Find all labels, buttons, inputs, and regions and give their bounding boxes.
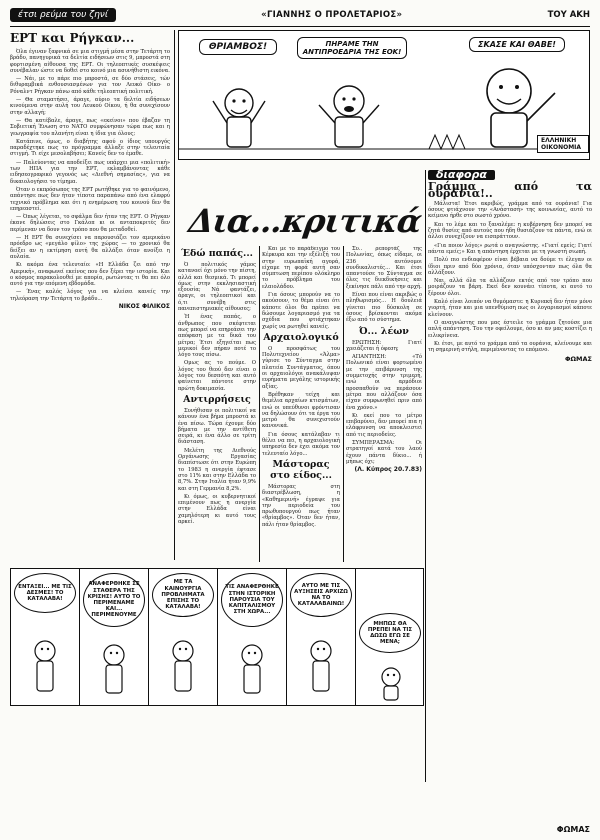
left-article (10, 30, 170, 558)
left-article-signature: ΝΙΚΟΣ ΦΙΛΙΚΟΣ (118, 302, 170, 310)
comic-panel (218, 569, 287, 705)
paragraph: ΣΥΜΠΕΡΑΣΜΑ: Οι στρατηγοί κατά του λαού έχουν πάντα δίκιο... ή μήπως όχι; (346, 440, 422, 465)
paragraph: Συνήθισαν οι πολιτικοί να κάνουν ένα βήμα μπροστά κι ένα πίσω. Τώρα έχουμε δύο βήματα με την αντίθετη σειρά, κι ένα άλλο σε τρίτη διάσταση. (178, 407, 256, 446)
paragraph: Πολύ πιο ενδιαφέρον είναι βέβαια να δούμε τι έλεγαν οι ίδιοι πριν από δύο χρόνια, όταν υπόσχονταν πως όλα θα αλλάξουν. (428, 257, 592, 276)
paragraph: Κι ακόμα ένα τελευταίο: «Η Ελλάδα ζει από την Αμερική», αναφωνεί εκείνος που δεν ξέρει την ιστορία. Και ο κόσμος παρακολουθεί με απορία, ρωτώντας τι θα πει όλο αυτό για την επόμενη εβδομάδα. (10, 262, 170, 288)
paragraph: Ομως ας το πούμε. Ο λόγος του θεού δεν είναι ο λόγος του δεσπότη και αυτό φαίνεται πάντοτε στην πρώτη δοκιμασία. (178, 360, 256, 392)
column-a (178, 246, 256, 562)
paragraph: Για όσους μπορούν να το ακούσουν, το θέμα είναι ότι κάποτε όλοι θα πρέπει να δώσουμε λογαριασμό για τα σχέδια που φτιάχτηκαν χωρίς να ρωτηθεί κανείς. (262, 292, 340, 330)
paragraph: Κι έτσι, με αυτό το γράμμα από τα ουράνια, κλείνουμε και τη σημερινή στήλη, περιμένοντας το επόμενο. (428, 340, 592, 354)
column-divider (174, 30, 175, 560)
top-cartoon (178, 30, 590, 160)
article-title: Αρχαιολογικό (263, 331, 339, 343)
paragraph: ΕΡΩΤΗΣΗ: Γιατί χρειάζεται ή όφεση; (346, 339, 422, 352)
comic-panel (149, 569, 218, 705)
paragraph: Μάλιστα! Έτσι ακριβώς, γράμμα από τα ουράνια! Για όσους φτιάχνουν την «Ανάστασή» της κοινωνίας, αυτό το κείμενο ήρθε στο σωστό χρόνο. (428, 200, 592, 220)
paragraph: Μάστορας στη διαστρέβλωση, η «Καθημερινή» έγραψε για την περιοδεία του πρωθυπουργού πως ήταν «θρίαμβος». Όταν δεν ήταν, πάλι ήταν θρίαμβος. (262, 483, 340, 528)
cartoon-bubble: ΣΚΑΣΕ ΚΑΙ ΘΑΒΕ! (469, 37, 565, 52)
paragraph: Για όσους κατάλαβαν τι θέλει να πει, η αρχαιολογική υπηρεσία δεν έχει ακόμα τον τελευταίο λόγο... (262, 431, 340, 457)
paragraph: — Ένας καλός λόγος για να κλείσει κανείς την τηλεόραση την Τετάρτη το βράδυ... (10, 289, 170, 302)
left-article-title: ΕΡΤ και Ρήγκαν... (10, 31, 135, 45)
right-column-title: Γράμμα από τα ουράνια!.. (428, 180, 592, 200)
cartoon-bubble: ΘΡΙΑΜΒΟΣ! (199, 39, 277, 55)
column-divider (259, 246, 260, 562)
cartoon-sign: ΕΛΛΗΝΙΚΗ ΟΙΚΟΝΟΜΙΑ (537, 135, 589, 153)
comic-panel (287, 569, 356, 705)
article-title: Αντιρρήσεις (183, 393, 251, 405)
speech-bubble: ΜΕ ΤΑ ΚΑΙΝΟΥΡΓΙΑ ΠΡΟΒΛΗΜΑΤΑ ΕΠΙΣΗΣ ΤΟ ΚΑΤΑΛΑΒΑ! (152, 573, 214, 617)
paragraph: — Θα σταματήσει, άραγε, αύριο τα δελτία ειδήσεων κινούμενα στην αυλή του Λευκού Οίκου, ή θα συνεχίσουν στην αλλαγή; (10, 97, 170, 116)
paragraph: Συ.. ρεπορτάζ της Πολωνίας, όπως είδαμε, οι 236 αυτόνομοι συνδικαλιστές... Και έτσι απαντούσε το Σύνταγμα σε όλες τις διεκδικήσεις και ξεκίνησε πάλι από την αρχή. (346, 246, 422, 290)
comic-panel (356, 569, 424, 705)
paragraph: Ναι, αλλά όλα τα αλλάζουν εκτός από τον τρόπο που μοιράζουν τα βάρη. Εκεί δεν κουνάει τίποτα, κι αυτό το ξέρουν όλοι. (428, 278, 592, 297)
paragraph: Ο προσφάτως του Πολυτεχνείου «Άλμα» γύρισε το Σύνταγμα στην πλατεία Συντάγματος, όπου οι αρχαιολόγοι ανακάλυψαν ευρήματα μεγάλης ιστορικής αξίας. (262, 345, 340, 390)
comic-panel (11, 569, 80, 705)
column-b (262, 246, 340, 562)
paragraph: — Η ΕΡΤ θα συνεχίσει να παρουσιάζει τον αμερικάνο πρόεδρο ως «μεγάλο φίλο» της χώρας — το χρονικό θα δείξει αν η εκτίμηση αυτή θα αλλάξει όταν ανοίξει η αυλαία. (10, 235, 170, 260)
paragraph: Κι εκεί που το μέτρο επιβαρύνει, δεν μπορεί πια η ελάφρυνση να αποκλειστεί από τις περιοδείες. (346, 412, 422, 438)
column-divider (425, 170, 426, 782)
paragraph: «Για ποιον λόγο;» ρωτά ο αναγνώστης. «Γιατί εμείς; Γιατί πάντα εμείς;» Και η απάντηση έρχεται με τη γνωστή σιωπή. (428, 242, 592, 255)
speech-bubble: ΑΥΤΟ ΜΕ ΤΙΣ ΑΥΞΗΣΕΙΣ ΑΡΧΙΖΩ ΝΑ ΤΟ ΚΑΤΑΛΑΒΑΙΝΩ! (290, 573, 352, 617)
paragraph: Ό πολιτικός γάμος κατανοεί όχι μόνο την πίστη, αλλά και θεσμικά. Τι μπορεί όμως στην εκκλησιαστική εξουσία; Νά φαντάζει, άραγε, οι τηλεοπτικοί και ό,τι συνέβη στις πανεπιστημιακές αίθουσες; (178, 262, 256, 313)
article-title: Ό... λέων (359, 325, 409, 337)
paragraph: Ή ένας παπάς, ο άνθρωπος που σκέφτεται πως μπορεί να επηρεάσει την απόφαση με τα δικά του μέτρα; Έτσι εξηγείται πως μερικοί δεν πήραν ποτέ το λόγο τους πίσω. (178, 314, 256, 359)
paragraph: Όλα έγιναν ξαφνικά σε μια στιγμή μέσα στην Τετάρτη το βράδυ, πανηγυρικά τα δελτία ειδήσεων στις 9, μπροστά στη φορτισμένη αίθουσα της ΕΡΤ. Οι τηλεοπτικές συσκέψεις συνέβαλαν ώστε να δοθεί στο κοινό μια ασυνήθιστη εικόνα. (10, 49, 170, 74)
speech-bubble: ΜΗΠΩΣ ΘΑ ΠΡΕΠΕΙ ΝΑ ΤΙΣ ΔΩΣΩ ΕΓΩ ΣΕ ΜΕΝΑ; (359, 613, 421, 653)
paragraph: Είναι που είναι ακριβώς ο πληθωρισμός... Η δουλειά γίνεται πιο δύσκολη σε όσους βρίσκονται ακόμα έξω από το σύστημα. (346, 292, 422, 324)
paragraph: — Παλεύοντας να αποδείξει πως υπάρχει μια «πολιτική» των ΗΠΑ για την ΕΡΤ, εκλαμβάνοντας κάθε ειδησεογραφικό γεγονός ως «Διεθνή σημασίας», για να δικαιολογήσει το τίμημα. (10, 159, 170, 185)
right-column-tag: διαφορα (428, 170, 495, 180)
article-title: Έδώ παπάς... (181, 248, 253, 259)
paragraph: ΑΠΑΝΤΗΣΗ: «Τό Πολωνικό είναι φορτωμένο με την επιβάρυνση της συμμετοχής στην τριμερή, ενώ οι αρμόδιοι προσπαθούν να περάσουν μέτρα που αλλάζουν όσα είχαν συμφωνηθεί πριν από ένα χρόνο.» (346, 354, 422, 411)
speech-bubble: ΑΝΑΦΕΡΘΗΚΕ ΣΕ ΣΤΑΘΕΡΑ ΤΗΣ ΚΡΙΣΗΣ! ΑΥΤΟ ΤΟ ΠΕΡΙΜΕΝΑΜΕ ΚΑΙ... ΠΕΡΙΜΕΝΟΥΜΕ (83, 573, 145, 627)
column-c (346, 246, 422, 562)
paragraph: — Θα κατέβαλε, άραγε, πως «εκείνοι» που έβαζαν τη Σοβιετική Ένωση στο ΝΑΤΟ συμφώνησαν τώρα πως και η γεωγραφία του πλανήτη είναι η ίδια για όλους; (10, 117, 170, 137)
column-divider (343, 246, 344, 562)
paragraph: Κατάπινε, όμως, ο διαβήτης αφού ο ίδιος υπουργός παραδέχτηκε πως το πρόγραμμα άλλαξε στην τελευταία στιγμή. Τι είχε μεσολαβήσει; Κανείς δεν το έμαθε. (10, 138, 170, 158)
speech-bubble: ΕΝΤΑΞΕΙ... ΜΕ ΤΙΣ ΔΕΣΜΕΣ! ΤΟ ΚΑΤΑΛΑΒΑ! (14, 573, 76, 613)
page-header (10, 6, 590, 24)
paragraph: Καλό είναι λοιπόν να θυμόμαστε: η Κυριακή δεν ήταν μόνο γιορτή, ήταν και μια υπενθύμιση πως οι λογαριασμοί κάποτε κλείνουν. (428, 299, 592, 318)
cartoon-bubble: ΠΗΡΑΜΕ ΤΗΝ ΑΝΤΙΠΡΟΕΔΡΙΑ ΤΗΣ ΕΟΚ! (297, 37, 407, 59)
speech-bubble: ΤΙΣ ΑΝΑΦΕΡΘΗΚΕ ΣΤΗΝ ΙΣΤΟΡΙΚΗ ΠΑΡΟΥΣΙΑ ΤΟΥ ΚΑΠΙΤΑΛΙΣΜΟΥ ΣΤΗ ΧΩΡΑ... (221, 573, 283, 627)
paragraph: Όταν ο εκπρόσωπος της ΕΡΤ ρωτήθηκε για το φαινόμενο, απάντησε πως δεν ήταν τίποτα παραπάνω από ένα ελαφρύ τεχνικό πρόβλημα και ότι η ενημέρωση του κοινού δεν θα επηρεαστεί. (10, 186, 170, 212)
right-column-signature: ΦΩΜΑΣ (565, 355, 592, 364)
paragraph: — Όπως λέγεται, το σφάλμα δεν ήταν της ΕΡΤ. Ο Ρήγκαν έκανε δηλώσεις στο Γκάλοπ κι οι ανταποκριτές δεν περίμεναν να δουν τον τρόπο που θα μεταδοθεί. (10, 214, 170, 233)
paragraph: Μελέτη της Διεθνούς Οργάνωσης Εργασίας διαπίστωσε ότι στην Ευρώπη το 1983 η ανεργία έφτασε στο 11% και στην Ελλάδα το 8,7%. Στην Ιταλία ήταν 9,9% και στη Γερμανία 8,2%. (178, 447, 256, 492)
header-title: «ΓΙΑΝΝΗΣ Ο ΠΡΟΛΕΤΑΡΙΟΣ» (261, 10, 403, 20)
right-column (428, 170, 592, 780)
article-title: Μάστορας στο είδος... (270, 458, 332, 481)
section-title: Δια...κριτικά (186, 202, 424, 240)
comic-panel (80, 569, 149, 705)
comic-strip (10, 568, 424, 706)
column-badge: έτσι ρεύμα του ζηνί (10, 8, 116, 22)
paragraph: Και το λέμε και το ξαναλέμε: η κυβέρνηση δεν μπορεί να ζητά θυσίες από αυτούς που ήδη θυσιάζουν τα πάντα, ενώ οι άλλοι συνεχίζουν να εισπράττουν. (428, 221, 592, 241)
page-footer: ΦΩΜΑΣ (556, 825, 590, 834)
paragraph: Βρέθηκαν τείχη και θεμέλια αρχαίων κτισμάτων, ενώ οι υπεύθυνοι φρόντισαν να δηλώσουν ότι τα έργα του μετρό θα συνεχιστούν κανονικά. (262, 391, 340, 430)
source-note: (Λ. Κύπρος 20.7.83) (354, 466, 422, 474)
header-rule (10, 26, 590, 27)
paragraph: — Νάι, με το πάρε πιο μπροστά, σε δύο στάσεις, τών διθυραμβικά ενθουσιασμένων για τον Λευκό Οίκο· ο Ρόναλντ Ρήγκαν πάνω από κάθε τηλεοπτική πολιτική. (10, 76, 170, 95)
header-author: ΤΟΥ ΑΚΗ (547, 10, 590, 20)
paragraph: Και με το παράδειγμο του Κέρκυρα και την εξέλιξή του στην ευρωπαϊκή αγορά, είχαμε τη φορά αυτή σαν σύμπτωση περίπου ολόκληρο το πρόβλημα του ελαιολάδου. (262, 246, 340, 290)
paragraph: Ο αναγνώστης που μας έστειλε το γράμμα ζητούσε μια απλή απάντηση. Του την οφείλουμε, όσο κι αν μας κοστίζει η ειλικρίνεια. (428, 319, 592, 339)
paragraph: Κι όμως, οι κυβερνητικοί επιμένουν πως η ανεργία στην Ελλάδα είναι χαμηλότερη κι αυτό τους αρκεί. (178, 493, 256, 525)
